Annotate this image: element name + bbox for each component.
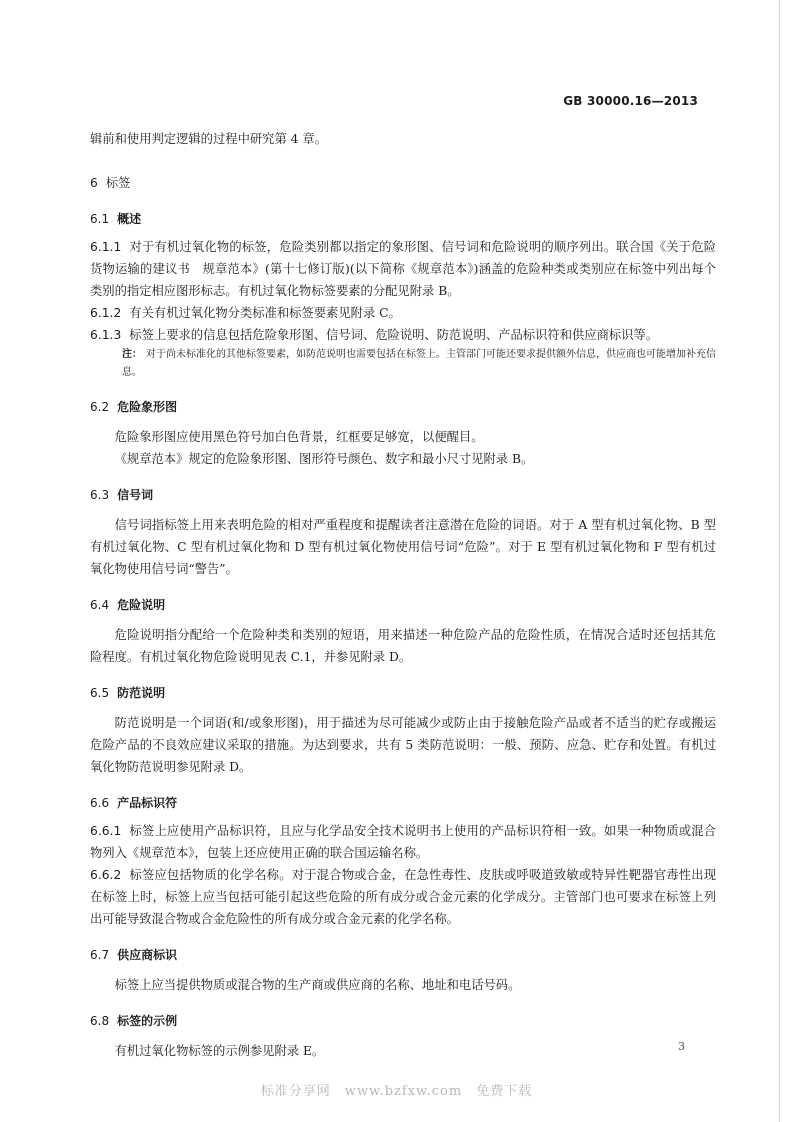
heading-number: 6.7 xyxy=(90,948,110,962)
page-number: 3 xyxy=(678,1040,685,1053)
section-heading xyxy=(90,594,716,616)
heading-title: 标签 xyxy=(105,176,131,190)
clause xyxy=(90,324,716,346)
clause-text: 标签上应使用产品标识符，且应与化学品安全技术说明书上使用的产品标识符相一致。如果一种物质或混合物列入《规章范本》，包装上还应使用正确的联合国运输名称。 xyxy=(90,824,716,860)
heading-number: 6.3 xyxy=(90,488,110,502)
clause-number: 6.6.2 xyxy=(90,868,122,882)
paragraph: 信号词指标签上用来表明危险的相对严重程度和提醒读者注意潜在危险的词语。对于 A 型有机过氧化物、B 型有机过氧化物、C 型有机过氧化物和 D 型有机过氧化物使用信号词“危险”。对于 E 型有机过氧化物和 F 型有机过氧化物使用信号词“警告”。 xyxy=(90,518,716,576)
section-heading xyxy=(90,792,716,814)
clause xyxy=(90,302,716,324)
paragraph: 危险象形图应使用黑色符号加白色背景，红框要足够宽，以便醒目。 xyxy=(114,430,484,444)
heading-title: 产品标识符 xyxy=(117,796,178,810)
section-heading xyxy=(90,484,716,506)
clause-text: 对于有机过氧化物的标签，危险类别都以指定的象形图、信号词和危险说明的顺序列出。联合国《关于危险货物运输的建议书 规章范本》(第十七修订版)(以下简称《规章范本》)涵盖的危险种类或类别应在标签中列出每个类别的指定相应图形标志。有机过氧化物标签要素的分配见附录 B。 xyxy=(90,240,716,298)
note-text: 对于尚未标准化的其他标签要素，如防范说明也需要包括在标签上。主管部门可能还要求提供额外信息，供应商也可能增加补充信息。 xyxy=(122,349,716,378)
clause xyxy=(90,236,716,302)
clause xyxy=(90,864,716,930)
heading-title: 危险说明 xyxy=(117,598,166,612)
section-heading xyxy=(90,208,716,230)
section-heading xyxy=(90,682,716,704)
clause-text: 标签应包括物质的化学名称。对于混合物或合金，在急性毒性、皮肤或呼吸道致敏或特异性靶器官毒性出现在标签上时，标签上应当包括可能引起这些危险的所有成分或合金元素的化学成分。主管部门也可要求在标签上列出可能导致混合物或合金危险性的所有成分或合金元素的化学名称。 xyxy=(90,868,716,926)
note xyxy=(90,346,716,382)
heading-number: 6 xyxy=(90,176,98,190)
heading-title: 概述 xyxy=(117,212,142,226)
standard-code: GB 30000.16—2013 xyxy=(563,94,698,108)
clause-number: 6.1.2 xyxy=(90,306,122,320)
heading-number: 6.5 xyxy=(90,686,110,700)
heading-title: 供应商标识 xyxy=(117,948,178,962)
page-edge-line xyxy=(779,0,780,1122)
heading-number: 6.6 xyxy=(90,796,110,810)
clause xyxy=(90,820,716,864)
section-heading xyxy=(90,396,716,418)
paragraph: 辑前和使用判定逻辑的过程中研究第 4 章。 xyxy=(90,132,327,146)
clause-number: 6.1.3 xyxy=(90,328,122,342)
section-heading xyxy=(90,1010,716,1032)
paragraph: 防范说明是一个词语(和/或象形图)，用于描述为尽可能减少或防止由于接触危险产品或者不适当的贮存或搬运危险产品的不良效应建议采取的措施。为达到要求，共有 5 类防范说明：一般、预防、应急、贮存和处置。有机过氧化物防范说明参见附录 D。 xyxy=(90,716,716,774)
clause-text: 有关有机过氧化物分类标准和标签要素见附录 C。 xyxy=(129,306,401,320)
paragraph: 标签上应当提供物质或混合物的生产商或供应商的名称、地址和电话号码。 xyxy=(114,978,521,992)
paragraph: 有机过氧化物标签的示例参见附录 E。 xyxy=(114,1044,325,1058)
heading-number: 6.2 xyxy=(90,400,110,414)
heading-title: 危险象形图 xyxy=(117,400,178,414)
heading-number: 6.8 xyxy=(90,1014,110,1028)
heading-number: 6.1 xyxy=(90,212,110,226)
chapter-heading xyxy=(90,172,716,194)
clause-number: 6.1.1 xyxy=(90,240,122,254)
heading-title: 防范说明 xyxy=(117,686,166,700)
section-heading xyxy=(90,944,716,966)
watermark-text: 标准分享网 www.bzfxw.com 免费下载 xyxy=(260,1084,533,1099)
paragraph: 《规章范本》规定的危险象形图、图形符号颜色、数字和最小尺寸见附录 B。 xyxy=(114,452,534,466)
clause-number: 6.6.1 xyxy=(90,824,122,838)
clause-text: 标签上要求的信息包括危险象形图、信号词、危险说明、防范说明、产品标识符和供应商标识等。 xyxy=(129,328,659,342)
heading-title: 标签的示例 xyxy=(117,1014,178,1028)
paragraph: 危险说明指分配给一个危险种类和类别的短语，用来描述一种危险产品的危险性质，在情况合适时还包括其危险程度。有机过氧化物危险说明见表 C.1，并参见附录 D。 xyxy=(90,628,716,664)
note-label: 注： xyxy=(122,349,142,360)
document-body xyxy=(90,128,716,1062)
heading-title: 信号词 xyxy=(117,488,154,502)
heading-number: 6.4 xyxy=(90,598,110,612)
